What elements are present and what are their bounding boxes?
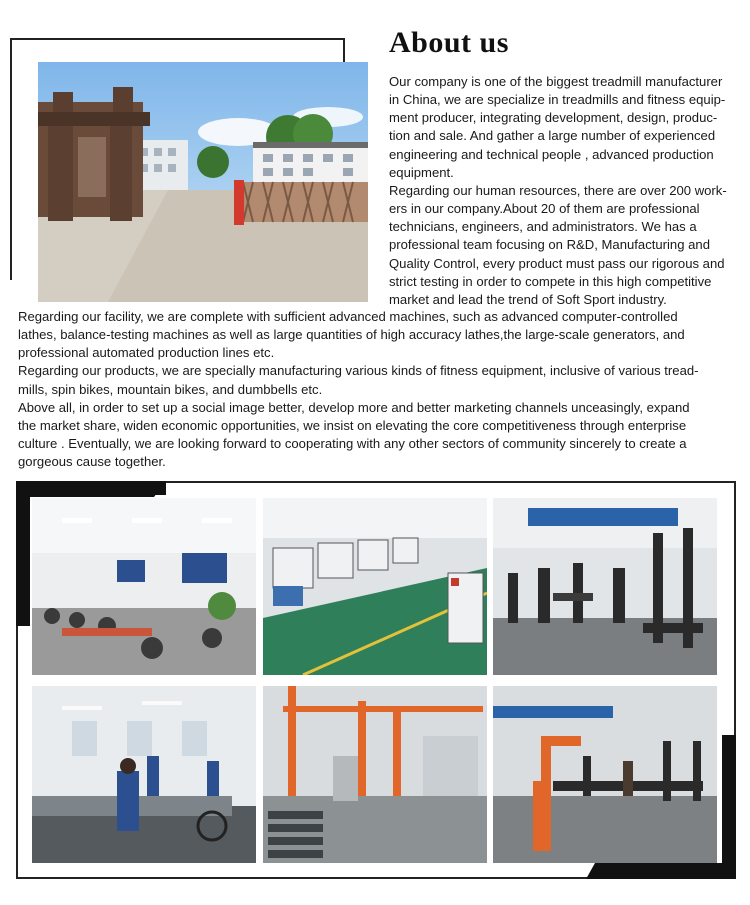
intro-line: Quality Control, every product must pass our rigorous and xyxy=(389,255,725,271)
intro-line: tion and sale. And gather a large number of experienced xyxy=(389,128,716,144)
intro-line: Regarding our human resources, there are over 200 work- xyxy=(389,182,727,198)
body-line: mills, spin bikes, mountain bikes, and dumbbells etc. xyxy=(18,381,323,397)
body-line: gorgeous cause together. xyxy=(18,454,166,470)
body-line: the market share, widen economic opportunities, we insist on elevating the core competitiveness through enterprise xyxy=(18,417,687,433)
intro-line: Our company is one of the biggest treadmill manufacturer xyxy=(389,74,723,89)
intro-line: in China, we are specialize in treadmills and fitness equip- xyxy=(389,92,726,108)
intro-line: ers in our company.About 20 of them are professional xyxy=(389,201,700,217)
factory-gate-photo xyxy=(38,62,368,302)
intro-line: equipment. xyxy=(389,164,454,180)
cnc-workshop-photo xyxy=(263,498,487,675)
body-line: lathes, balance-testing machines as well as large quantities of high accuracy lathes,the large-scale generators, and xyxy=(18,327,685,343)
page-title: About us xyxy=(389,26,509,59)
intro-line: ment producer, integrating development, design, produc- xyxy=(389,110,718,126)
body-line: Above all, in order to set up a social image better, develop more and better marketing channels unceasingly, expand xyxy=(18,399,690,415)
intro-line: strict testing in order to compete in this high competitive xyxy=(389,273,712,289)
intro-line: professional team focusing on R&D, Manufacturing and xyxy=(389,237,710,253)
body-paragraph xyxy=(18,308,734,471)
powder-coating-line-photo xyxy=(263,686,487,863)
gym-equipment-assembly-photo xyxy=(493,498,717,675)
office-photo xyxy=(32,498,256,675)
body-line: Regarding our products, we are specially manufacturing various kinds of fitness equipment, inclusive of various tread- xyxy=(18,363,699,379)
body-line: professional automated production lines etc. xyxy=(18,345,275,361)
intro-line: engineering and technical people , advanced production xyxy=(389,146,714,162)
intro-line: market and lead the trend of Soft Sport industry. xyxy=(389,291,667,307)
intro-paragraph xyxy=(389,73,739,309)
body-line: culture . Eventually, we are looking forward to cooperating with any other sectors of community sincerely to create a xyxy=(18,436,687,452)
body-line: Regarding our facility, we are complete with sufficient advanced machines, such as advanced computer-controlled xyxy=(18,309,678,324)
robotic-welding-photo xyxy=(493,686,717,863)
intro-line: technicians, engineers, and administrators. We has a xyxy=(389,219,697,235)
treadmill-assembly-line-photo xyxy=(32,686,256,863)
